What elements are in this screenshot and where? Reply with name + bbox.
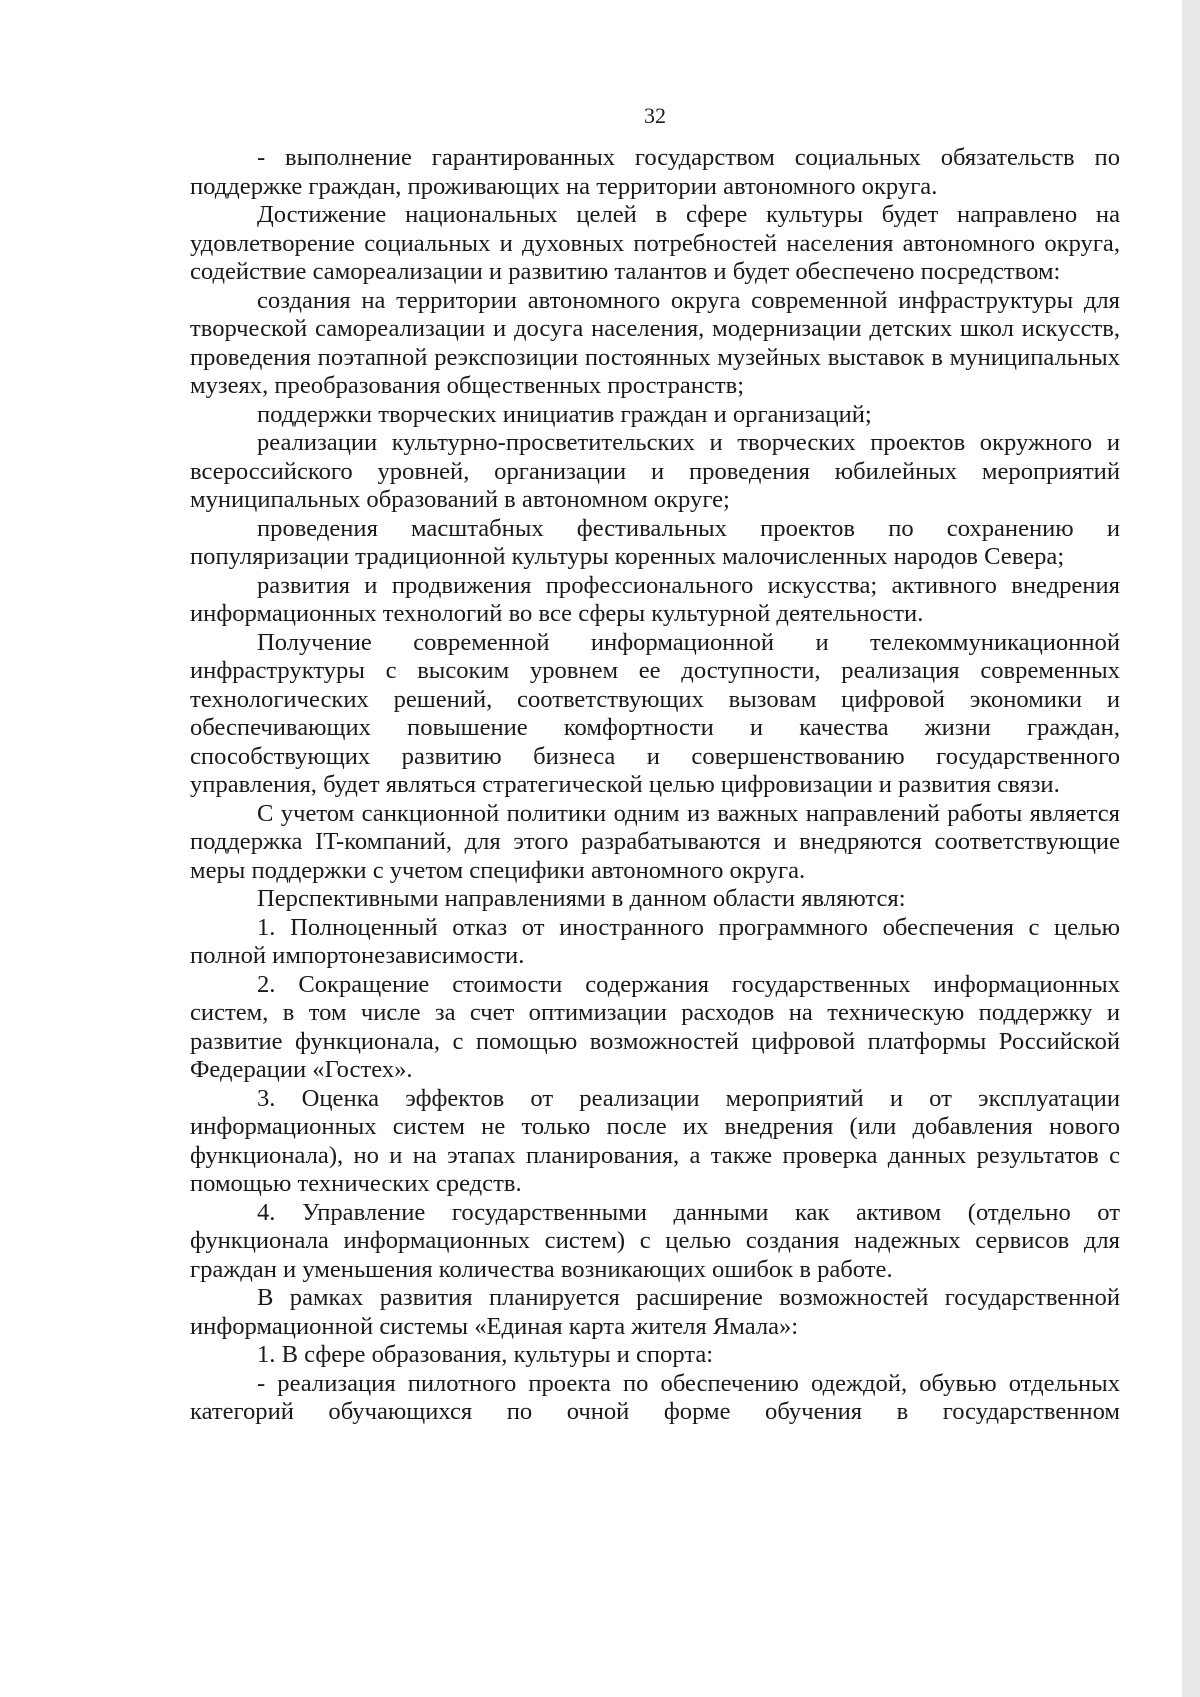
paragraph: реализации культурно-просветительских и творческих проектов окружного и всероссийского уровней, организации и проведения юбилейных мероприятий муниципальных образований в автономном округе; (190, 429, 1120, 513)
paragraph: проведения масштабных фестивальных проектов по сохранению и популяризации традиционной культуры коренных малочисленных народов Севера; (190, 514, 1120, 570)
paragraph: - реализация пилотного проекта по обеспечению одеждой, обувью отдельных категорий обучающихся по очной форме обучения в государственном (190, 1369, 1120, 1425)
paragraph: Получение современной информационной и телекоммуникационной инфраструктуры с высоким уровнем ее доступности, реализация современных технологических решений, соответствующих вызовам цифровой экономики и обеспечивающих повышение комфортности и качества жизни граждан, способствующих развитию бизнеса и совершенствованию государственного управления, будет являться стратегической целью цифровизации и развития связи. (190, 628, 1120, 798)
page-number: 32 (644, 103, 666, 128)
page-edge-shadow (1182, 0, 1200, 1697)
paragraph: 1. В сфере образования, культуры и спорта: (257, 1341, 714, 1368)
paragraph: поддержки творческих инициатив граждан и организаций; (257, 400, 872, 428)
paragraph: 2. Сокращение стоимости содержания государственных информационных систем, в том числе за счет оптимизации расходов на техническую поддержку и развитие функционала, с помощью возможностей цифровой платформы Российской Федерации «Гостех». (190, 970, 1120, 1083)
paragraph: - выполнение гарантированных государством социальных обязательств по поддержке граждан, проживающих на территории автономного округа. (190, 144, 1120, 200)
paragraph: В рамках развития планируется расширение возможностей государственной информационной системы «Единая карта жителя Ямала»: (190, 1284, 1120, 1340)
paragraph: 1. Полноценный отказ от иностранного программного обеспечения с целью полной импортонезависимости. (190, 913, 1120, 969)
paragraph: Перспективными направлениями в данном области являются: (257, 885, 906, 912)
paragraph: создания на территории автономного округа современной инфраструктуры для творческой самореализации и досуга населения, модернизации детских школ искусств, проведения поэтапной реэкспозиции постоянных музейных выставок в муниципальных музеях, преобразования общественных пространств; (190, 286, 1120, 399)
paragraph: С учетом санкционной политики одним из важных направлений работы является поддержка IT-компаний, для этого разрабатываются и внедряются соответствующие меры поддержки с учетом специфики автономного округа. (190, 799, 1120, 884)
paragraph: 3. Оценка эффектов от реализации мероприятий и от эксплуатации информационных систем не только после их внедрения (или добавления нового функционала), но и на этапах планирования, а также проверка данных результатов с помощью технических средств. (190, 1084, 1120, 1197)
paragraph: Достижение национальных целей в сфере культуры будет направлено на удовлетворение социальных и духовных потребностей населения автономного округа, содействие самореализации и развитию талантов и будет обеспечено посредством: (190, 201, 1120, 285)
paragraph: 4. Управление государственными данными как активом (отдельно от функционала информационных систем) с целью создания надежных сервисов для граждан и уменьшения количества возникающих ошибок в работе. (190, 1198, 1120, 1283)
paragraph: развития и продвижения профессионального искусства; активного внедрения информационных технологий во все сферы культурной деятельности. (190, 571, 1120, 627)
document-body (190, 144, 1120, 1427)
